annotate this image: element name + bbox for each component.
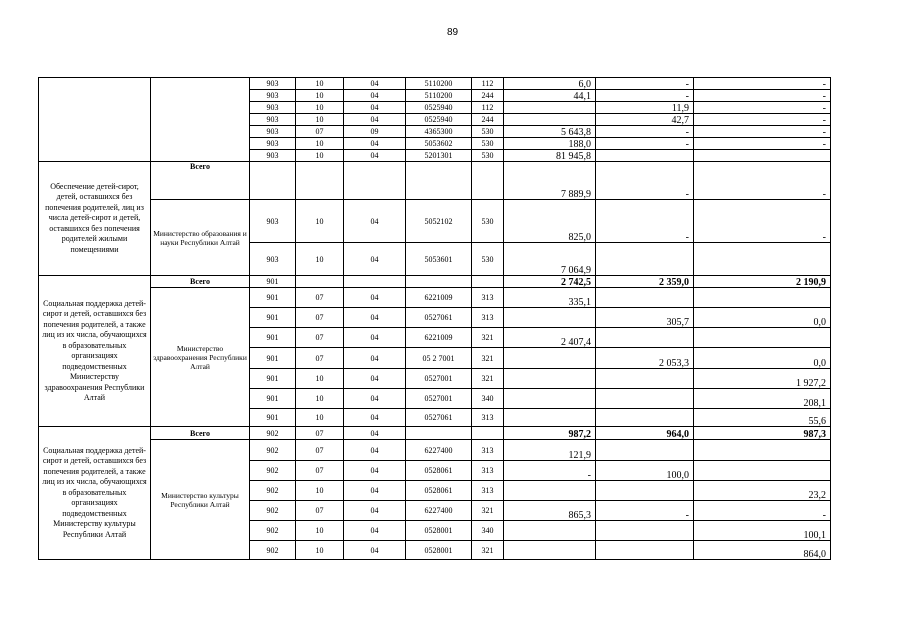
code-cell: 903: [250, 200, 296, 243]
code-cell: 04: [344, 440, 406, 461]
code-cell: 0525940: [406, 102, 472, 114]
value-cell: [596, 409, 694, 427]
value-cell: [596, 243, 694, 276]
code-cell: 903: [250, 102, 296, 114]
code-cell: 321: [472, 501, 504, 521]
code-cell: 04: [344, 308, 406, 328]
value-cell: 2 190,9: [694, 276, 831, 288]
code-cell: 10: [296, 200, 344, 243]
code-cell: 530: [472, 138, 504, 150]
code-cell: 04: [344, 409, 406, 427]
value-cell: 335,1: [504, 288, 596, 308]
code-cell: 313: [472, 461, 504, 481]
code-cell: 07: [296, 501, 344, 521]
value-cell: [596, 521, 694, 541]
value-cell: [694, 243, 831, 276]
value-cell: 865,3: [504, 501, 596, 521]
code-cell: 04: [344, 102, 406, 114]
code-cell: [296, 162, 344, 200]
code-cell: 04: [344, 501, 406, 521]
code-cell: [406, 162, 472, 200]
value-cell: 2 053,3: [596, 348, 694, 369]
code-cell: 04: [344, 78, 406, 90]
code-cell: 321: [472, 328, 504, 348]
code-cell: 321: [472, 348, 504, 369]
code-cell: [296, 276, 344, 288]
code-cell: 04: [344, 200, 406, 243]
code-cell: 04: [344, 150, 406, 162]
table-row: [39, 427, 831, 440]
description-cell: Социальная поддержка детей-сирот и детей, оставшихся без попечения родителей, а также лиц из их числа, обучающихся в образовательных организациях подведомственных Министерству здравоохранения Республики Алтай: [39, 276, 151, 427]
value-cell: 964,0: [596, 427, 694, 440]
value-cell: 208,1: [694, 389, 831, 409]
value-cell: [504, 481, 596, 501]
value-cell: -: [694, 501, 831, 521]
total-label: Всего: [151, 427, 250, 440]
value-cell: 825,0: [504, 200, 596, 243]
code-cell: 0528061: [406, 481, 472, 501]
code-cell: 901: [250, 288, 296, 308]
code-cell: 07: [296, 348, 344, 369]
value-cell: [504, 389, 596, 409]
code-cell: 902: [250, 501, 296, 521]
value-cell: [504, 521, 596, 541]
code-cell: 04: [344, 389, 406, 409]
code-cell: 901: [250, 328, 296, 348]
code-cell: 07: [296, 427, 344, 440]
code-cell: 04: [344, 328, 406, 348]
value-cell: -: [694, 90, 831, 102]
value-cell: 11,9: [596, 102, 694, 114]
code-cell: 903: [250, 90, 296, 102]
code-cell: 903: [250, 138, 296, 150]
value-cell: 121,9: [504, 440, 596, 461]
value-cell: -: [596, 90, 694, 102]
value-cell: [596, 328, 694, 348]
value-cell: [694, 288, 831, 308]
description-cell: Обеспечение детей-сирот, детей, оставшихся без попечения родителей, лиц из числа детей-сирот и детей, оставшихся без попечения родителей жилыми помещениями: [39, 162, 151, 276]
code-cell: 0527001: [406, 389, 472, 409]
code-cell: [406, 427, 472, 440]
code-cell: 902: [250, 427, 296, 440]
value-cell: [504, 114, 596, 126]
code-cell: 530: [472, 150, 504, 162]
code-cell: 04: [344, 243, 406, 276]
table-row: [39, 200, 831, 243]
value-cell: [694, 461, 831, 481]
table-row: [39, 440, 831, 461]
code-cell: 903: [250, 78, 296, 90]
code-cell: 04: [344, 369, 406, 389]
value-cell: 81 945,8: [504, 150, 596, 162]
value-cell: -: [596, 501, 694, 521]
value-cell: 987,3: [694, 427, 831, 440]
value-cell: [504, 369, 596, 389]
value-cell: -: [694, 138, 831, 150]
code-cell: 903: [250, 114, 296, 126]
value-cell: [504, 102, 596, 114]
code-cell: 10: [296, 389, 344, 409]
value-cell: 23,2: [694, 481, 831, 501]
code-cell: [344, 162, 406, 200]
value-cell: 2 407,4: [504, 328, 596, 348]
value-cell: -: [596, 200, 694, 243]
value-cell: 100,0: [596, 461, 694, 481]
org-cell: [151, 78, 250, 162]
code-cell: 10: [296, 78, 344, 90]
code-cell: 902: [250, 541, 296, 560]
code-cell: 10: [296, 521, 344, 541]
value-cell: 987,2: [504, 427, 596, 440]
value-cell: 2 359,0: [596, 276, 694, 288]
value-cell: [596, 440, 694, 461]
code-cell: 244: [472, 90, 504, 102]
code-cell: 6227400: [406, 440, 472, 461]
code-cell: 901: [250, 389, 296, 409]
code-cell: 0528001: [406, 541, 472, 560]
code-cell: 901: [250, 348, 296, 369]
code-cell: 901: [250, 409, 296, 427]
total-label: Всего: [151, 162, 250, 200]
code-cell: 0527061: [406, 409, 472, 427]
code-cell: 0528001: [406, 521, 472, 541]
value-cell: 55,6: [694, 409, 831, 427]
value-cell: 864,0: [694, 541, 831, 560]
value-cell: [504, 409, 596, 427]
code-cell: 901: [250, 369, 296, 389]
value-cell: -: [596, 78, 694, 90]
org-cell: Министерство культуры Республики Алтай: [151, 440, 250, 560]
code-cell: 902: [250, 440, 296, 461]
code-cell: 10: [296, 243, 344, 276]
code-cell: 901: [250, 308, 296, 328]
code-cell: 07: [296, 308, 344, 328]
code-cell: 04: [344, 481, 406, 501]
value-cell: -: [596, 138, 694, 150]
code-cell: 4365300: [406, 126, 472, 138]
code-cell: 04: [344, 427, 406, 440]
code-cell: 530: [472, 200, 504, 243]
code-cell: 340: [472, 389, 504, 409]
code-cell: 10: [296, 114, 344, 126]
code-cell: 04: [344, 114, 406, 126]
code-cell: 04: [344, 348, 406, 369]
table-row: [39, 288, 831, 308]
value-cell: -: [694, 114, 831, 126]
code-cell: 04: [344, 288, 406, 308]
code-cell: 07: [296, 288, 344, 308]
table-row: [39, 276, 831, 288]
code-cell: 901: [250, 276, 296, 288]
value-cell: 5 643,8: [504, 126, 596, 138]
code-cell: 6221009: [406, 328, 472, 348]
value-cell: 2 742,5: [504, 276, 596, 288]
code-cell: [472, 162, 504, 200]
code-cell: 10: [296, 481, 344, 501]
code-cell: 09: [344, 126, 406, 138]
code-cell: 07: [296, 440, 344, 461]
code-cell: 0528061: [406, 461, 472, 481]
value-cell: [596, 541, 694, 560]
total-label: Всего: [151, 276, 250, 288]
org-cell: Министерство образования и науки Республики Алтай: [151, 200, 250, 276]
code-cell: 313: [472, 409, 504, 427]
code-cell: 903: [250, 150, 296, 162]
code-cell: [472, 276, 504, 288]
value-cell: -: [504, 461, 596, 481]
code-cell: 10: [296, 90, 344, 102]
code-cell: 0525940: [406, 114, 472, 126]
value-cell: [504, 541, 596, 560]
code-cell: 6227400: [406, 501, 472, 521]
code-cell: 902: [250, 461, 296, 481]
code-cell: 05 2 7001: [406, 348, 472, 369]
code-cell: 5053601: [406, 243, 472, 276]
code-cell: 04: [344, 521, 406, 541]
code-cell: 313: [472, 481, 504, 501]
code-cell: 313: [472, 308, 504, 328]
page-number: 89: [446, 27, 459, 38]
code-cell: 10: [296, 409, 344, 427]
code-cell: 10: [296, 150, 344, 162]
value-cell: 1 927,2: [694, 369, 831, 389]
value-cell: [596, 389, 694, 409]
code-cell: [406, 276, 472, 288]
code-cell: [472, 427, 504, 440]
code-cell: 112: [472, 78, 504, 90]
value-cell: [596, 369, 694, 389]
code-cell: 10: [296, 541, 344, 560]
code-cell: 0527001: [406, 369, 472, 389]
code-cell: 07: [296, 328, 344, 348]
value-cell: -: [596, 126, 694, 138]
code-cell: 6221009: [406, 288, 472, 308]
code-cell: 04: [344, 138, 406, 150]
code-cell: 04: [344, 90, 406, 102]
value-cell: 0,0: [694, 348, 831, 369]
code-cell: 902: [250, 481, 296, 501]
code-cell: 07: [296, 126, 344, 138]
table-row: [39, 78, 831, 90]
code-cell: 902: [250, 521, 296, 541]
value-cell: 188,0: [504, 138, 596, 150]
code-cell: 321: [472, 369, 504, 389]
code-cell: 5052102: [406, 200, 472, 243]
code-cell: 244: [472, 114, 504, 126]
code-cell: 112: [472, 102, 504, 114]
code-cell: 07: [296, 461, 344, 481]
budget-table: [38, 77, 831, 560]
code-cell: 530: [472, 243, 504, 276]
org-cell: Министерство здравоохранения Республики Алтай: [151, 288, 250, 427]
code-cell: 0527061: [406, 308, 472, 328]
code-cell: 313: [472, 288, 504, 308]
value-cell: 42,7: [596, 114, 694, 126]
value-cell: [694, 440, 831, 461]
value-cell: [596, 150, 694, 162]
table-row: [39, 162, 831, 200]
code-cell: 5053602: [406, 138, 472, 150]
code-cell: 10: [296, 369, 344, 389]
code-cell: 10: [296, 138, 344, 150]
code-cell: 04: [344, 461, 406, 481]
code-cell: 5110200: [406, 90, 472, 102]
code-cell: 321: [472, 541, 504, 560]
value-cell: 6,0: [504, 78, 596, 90]
code-cell: 340: [472, 521, 504, 541]
value-cell: -: [694, 102, 831, 114]
value-cell: 44,1: [504, 90, 596, 102]
value-cell: -: [694, 200, 831, 243]
value-cell: -: [694, 78, 831, 90]
code-cell: 530: [472, 126, 504, 138]
code-cell: 313: [472, 440, 504, 461]
code-cell: 903: [250, 126, 296, 138]
code-cell: 04: [344, 541, 406, 560]
value-cell: [694, 328, 831, 348]
value-cell: [694, 150, 831, 162]
description-cell: [39, 78, 151, 162]
value-cell: 305,7: [596, 308, 694, 328]
value-cell: 0,0: [694, 308, 831, 328]
code-cell: 5110200: [406, 78, 472, 90]
value-cell: -: [596, 162, 694, 200]
value-cell: 7 889,9: [504, 162, 596, 200]
code-cell: 903: [250, 243, 296, 276]
code-cell: 5201301: [406, 150, 472, 162]
value-cell: -: [694, 162, 831, 200]
value-cell: 7 064,9: [504, 243, 596, 276]
value-cell: [504, 308, 596, 328]
value-cell: -: [694, 126, 831, 138]
code-cell: [250, 162, 296, 200]
code-cell: 10: [296, 102, 344, 114]
value-cell: [504, 348, 596, 369]
value-cell: 100,1: [694, 521, 831, 541]
description-cell: Социальная поддержка детей-сирот и детей, оставшихся без попечения родителей, а также лиц из их числа, обучающихся в образовательных организациях подведомственных Министерству культуры Республики Алтай: [39, 427, 151, 560]
value-cell: [596, 481, 694, 501]
value-cell: [596, 288, 694, 308]
code-cell: [344, 276, 406, 288]
